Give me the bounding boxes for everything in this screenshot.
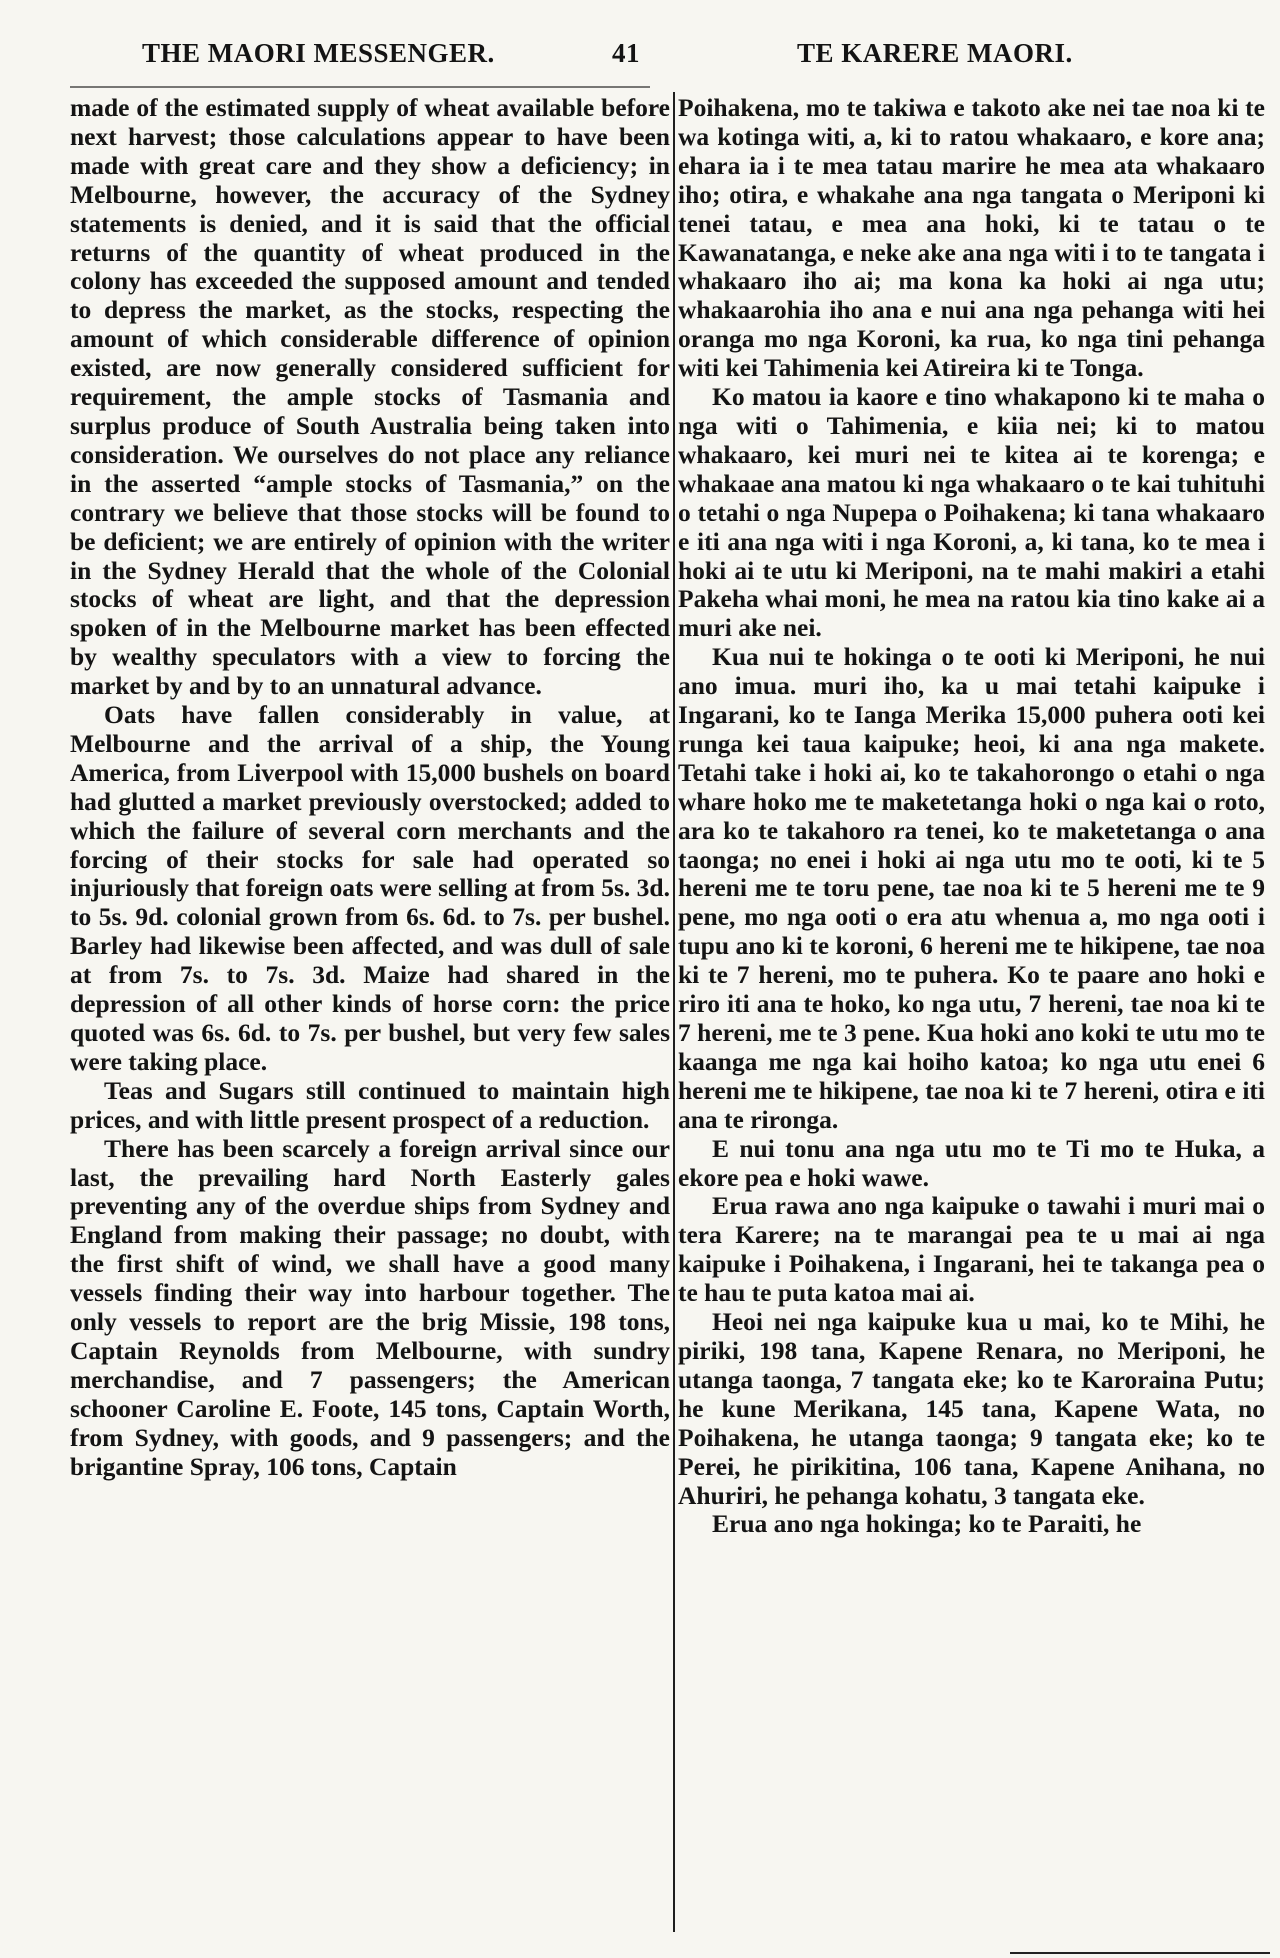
page-header bbox=[70, 38, 1260, 78]
paragraph: made of the estimated supply of wheat available before next harvest; those calculations appear to have been made with great care and they show a deficiency; in Melbourne, however, the accuracy of the Sydney statements is denied, and it is said that the official returns of the quantity of wheat produced in the colony has exceeded the supposed amount and tended to depress the market, as the stocks, respecting the amount of which considerable difference of opinion existed, are now generally considered sufficient for requirement, the ample stocks of Tasmania and surplus produce of South Australia being taken into consideration. We ourselves do not place any reliance in the asserted “ample stocks of Tasmania,” on the contrary we believe that those stocks will be found to be deficient; we are entirely of opinion with the writer in the Sydney Herald that the whole of the Colonial stocks of wheat are light, and that the depression spoken of in the Melbourne market has been effected by wealthy speculators with a view to forcing the market by and by to an unnatural advance. bbox=[70, 93, 670, 701]
paragraph: E nui tonu ana nga utu mo te Ti mo te Huka, a ekore pea e hoki wawe. bbox=[678, 1133, 1265, 1192]
maori-column bbox=[678, 94, 1265, 1539]
paragraph: Oats have fallen considerably in value, at Melbourne and the arrival of a ship, the Young America, from Liverpool with 15,000 bushels on board had glutted a market previously overstocked; added to which the failure of several corn merchants and the forcing of their stocks for sale had operated so injuriously that foreign oats were selling at from 5s. 3d. to 5s. 9d. colonial grown from 6s. 6d. to 7s. per bushel. Barley had likewise been affected, and was dull of sale at from 7s. to 7s. 3d. Maize had shared in the depression of all other kinds of horse corn: the price quoted was 6s. 6d. to 7s. per bushel, but very few sales were taking place. bbox=[70, 700, 670, 1076]
english-column bbox=[70, 94, 670, 1482]
maori-title: TE KARERE MAORI. bbox=[797, 38, 1073, 68]
paragraph: Erua ano nga hokinga; ko te Paraiti, he bbox=[712, 1509, 1142, 1539]
paragraph: Poihakena, mo te takiwa e takoto ake nei tae noa ki te wa kotinga witi, a, ki to ratou whakaaro, e kore ana; ehara ia i te mea tatau marire he mea ata whakaaro iho; otira, e whakahe ana nga tangata o Meriponi ki tenei tatau, e mea ana hoki, ki te tatau o te Kawanatanga, e neke ake ana nga witi i to te tangata i whakaaro iho ai; ma kona ka hoki ai nga utu; whakaarohia iho ana e nui ana nga pehanga witi hei oranga mo nga Koroni, ka rua, ko nga tini pehanga witi kei Tahimenia kei Atireira ki te Tonga. bbox=[678, 93, 1265, 383]
english-title: THE MAORI MESSENGER. bbox=[142, 38, 495, 68]
page-number: 41 bbox=[612, 38, 640, 68]
header-rule bbox=[70, 86, 650, 88]
column-divider bbox=[673, 92, 675, 1932]
paragraph: Teas and Sugars still continued to maintain high prices, and with little present prospect of a reduction. bbox=[70, 1075, 670, 1134]
footer-rule bbox=[1010, 1952, 1270, 1954]
paragraph: Kua nui te hokinga o te ooti ki Meriponi, he nui ano imua. muri iho, ka u mai tetahi kaipuke i Ingarani, ko te Ianga Merika 15,000 puhera ooti kei runga kei taua kaipuke; heoi, ki ana nga makete. Tetahi take i hoki ai, ko te takahorongo o etahi o nga whare hoko me te maketetanga hoki o nga kai o roto, ara ko te takahoro ra tenei, ko te maketetanga o ana taonga; no enei i hoki ai nga utu mo te ooti, ki te 5 hereni me te toru pene, tae noa ki te 5 hereni me te 9 pene, mo nga ooti o era atu whenua a, mo nga ooti i tupu ano ki te koroni, 6 hereni me te hikipene, tae noa ki te 7 hereni, mo te puhera. Ko te paare ano hoki e riro iti ana te hoko, ko nga utu, 7 hereni, tae noa ki te 7 hereni, me te 3 pene. Kua hoki ano koki te utu mo te kaanga me nga kai hoiho katoa; ko nga utu enei 6 hereni me te hikipene, tae noa ki te 7 hereni, otira e iti ana te rironga. bbox=[678, 642, 1265, 1134]
paragraph: Erua rawa ano nga kaipuke o tawahi i muri mai o tera Karere; na te marangai pea te u mai ai nga kaipuke i Poihakena, i Ingarani, hei te takanga pea o te hau te puta katoa mai ai. bbox=[678, 1191, 1265, 1308]
paragraph: There has been scarcely a foreign arrival since our last, the prevailing hard North Easterly gales preventing any of the overdue ships from Sydney and England from making their passage; no doubt, with the first shift of wind, we shall have a good many vessels finding their way into harbour together. The only vessels to report are the brig Missie, 198 tons, Captain Reynolds from Melbourne, with sundry merchandise, and 7 passengers; the American schooner Caroline E. Foote, 145 tons, Captain Worth, from Sydney, with goods, and 9 passengers; and the brigantine Spray, 106 tons, Captain bbox=[70, 1133, 670, 1481]
paragraph: Heoi nei nga kaipuke kua u mai, ko te Mihi, he piriki, 198 tana, Kapene Renara, no Meriponi, he utanga taonga, 7 tangata eke; ko te Karoraina Putu; he kune Merikana, 145 tana, Kapene Wata, no Poihakena, he utanga taonga; 9 tangata eke; ko te Perei, he pirikitina, 106 tana, Kapene Anihana, no Ahuriri, he pehanga kohatu, 3 tangata eke. bbox=[678, 1307, 1265, 1510]
paragraph: Ko matou ia kaore e tino whakapono ki te maha o nga witi o Tahimenia, e kiia nei; ki to matou whakaaro, kei muri nei te kitea ai te korenga; e whakaae ana matou ki nga whakaaro o te kai tuhituhi o tetahi o nga Nupepa o Poihakena; ki tana whakaaro e iti ana nga witi i nga Koroni, a, ki tana, ko te mea i hoki ai te utu ki Meriponi, na te mahi makiri a etahi Pakeha whai moni, he mea na ratou kia tino kake ai a muri ake nei. bbox=[678, 382, 1265, 643]
